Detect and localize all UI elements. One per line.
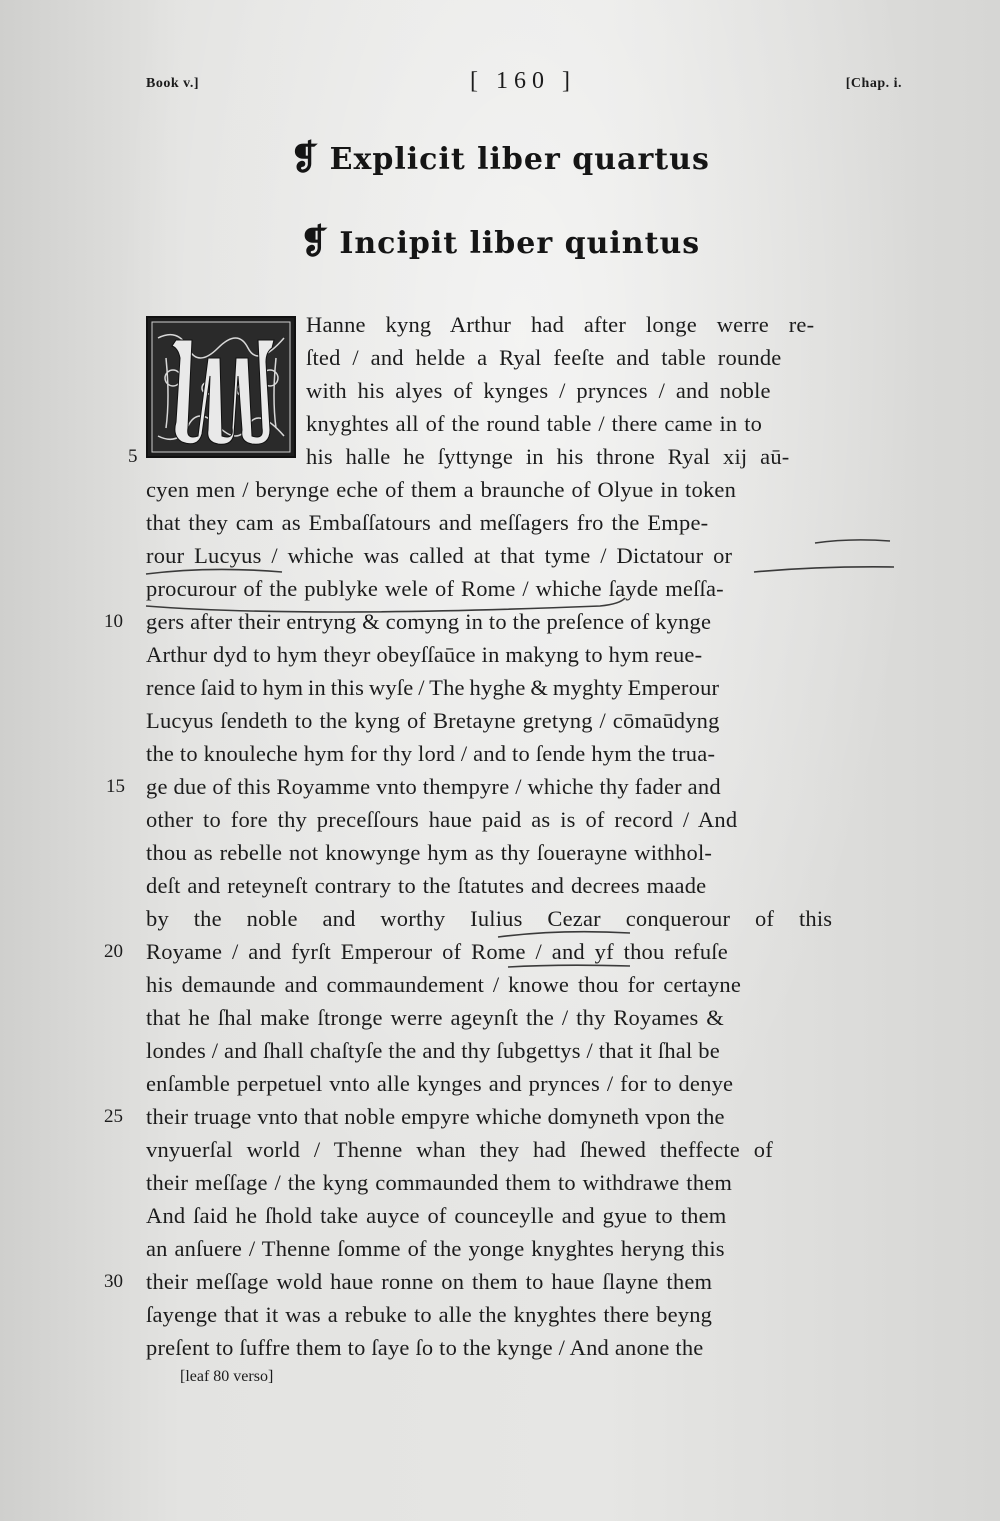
text-line: his halle he ſyttynge in his throne Ryal xij aū- <box>306 444 790 469</box>
text-line: procurour of the publyke wele of Rome / whiche ſayde meſſa- <box>146 576 724 601</box>
text-line: gers after their entryng & comyng in to the preſence of kynge <box>146 609 712 634</box>
text-line: ſted / and helde a Ryal feeſte and table rounde <box>306 345 782 370</box>
line-number: 5 <box>128 446 138 467</box>
text-line: Hanne kyng Arthur had after longe werre re- <box>306 312 815 337</box>
page-number: [ 160 ] <box>470 68 576 94</box>
line-number: 15 <box>106 776 125 797</box>
text-line: by the noble and worthy Iulius Cezar conquerour of this <box>146 906 833 931</box>
line-number: 30 <box>104 1271 123 1292</box>
running-head-chapter: [Chap. i. <box>845 76 902 91</box>
text-line: their truage vnto that noble empyre whiche domyneth vpon the <box>146 1104 725 1129</box>
decorated-initial-icon <box>148 318 294 456</box>
text-line: Royame / and fyrſt Emperour of Rome / and yf thou refuſe <box>146 939 728 964</box>
text-line: the to knouleche hym for thy lord / and to ſende hym the trua- <box>146 741 716 766</box>
text-line: rour Lucyus / whiche was called at that tyme / Dictatour or <box>146 543 733 568</box>
heading-incipit-text: Incipit liber quintus <box>339 226 701 261</box>
heading-incipit <box>0 222 1000 262</box>
running-head <box>0 68 1000 98</box>
heading-explicit-text: Explicit liber quartus <box>329 142 710 177</box>
text-line: with his alyes of kynges / prynces / and noble <box>306 378 771 403</box>
decorated-initial-w <box>146 316 296 458</box>
text-line: other to fore thy preceſſours haue paid as is of record / And <box>146 807 738 832</box>
text-line: Lucyus ſendeth to the kyng of Bretayne gretyng / cōmaūdyng <box>146 708 720 733</box>
line-number: 25 <box>104 1106 123 1127</box>
running-head-book: Book v.] <box>146 76 200 91</box>
text-line: his demaunde and commaundement / knowe thou for certayne <box>146 972 742 997</box>
text-line: rence ſaid to hym in this wyſe / The hyghe & myghty Emperour <box>146 675 720 700</box>
text-line: knyghtes all of the round table / there came in to <box>306 411 763 436</box>
text-line: Arthur dyd to hym theyr obeyſſaūce in makyng to hym reue- <box>146 642 703 667</box>
text-line: that they cam as Embaſſatours and meſſagers fro the Empe- <box>146 510 709 535</box>
heading-explicit <box>0 138 1000 178</box>
text-line: preſent to ſuffre them to ſaye ſo to the kynge / And anone the <box>146 1335 704 1360</box>
text-line: deſt and reteyneſt contrary to the ſtatutes and decrees maade <box>146 873 707 898</box>
text-line: ſayenge that it was a rebuke to alle the knyghtes there beyng <box>146 1302 713 1327</box>
text-line: And ſaid he ſhold take auyce of counceylle and gyue to them <box>146 1203 727 1228</box>
text-line: enſamble perpetuel vnto alle kynges and prynces / for to denye <box>146 1071 734 1096</box>
pilcrow-icon: ❡ <box>290 138 320 178</box>
text-line: their meſſage wold haue ronne on them to haue ſlayne them <box>146 1269 713 1294</box>
pilcrow-icon: ❡ <box>299 222 330 262</box>
text-line: cyen men / berynge eche of them a braunche of Olyue in token <box>146 477 737 502</box>
text-line: an anſuere / Thenne ſomme of the yonge knyghtes heryng this <box>146 1236 725 1261</box>
text-line: ge due of this Royamme vnto thempyre / whiche thy fader and <box>146 774 721 799</box>
line-number: 20 <box>104 941 123 962</box>
text-line: that he ſhal make ſtronge werre ageynſt the / thy Royames & <box>146 1005 725 1030</box>
footnote-leaf-reference: [leaf 80 verso] <box>180 1368 274 1385</box>
line-number: 10 <box>104 611 123 632</box>
text-line: londes / and ſhall chaſtyſe the and thy ſubgettys / that it ſhal be <box>146 1038 720 1063</box>
text-line: thou as rebelle not knowynge hym as thy ſouerayne withhol- <box>146 840 713 865</box>
text-line: their meſſage / the kyng commaunded them to withdrawe them <box>146 1170 733 1195</box>
text-line: vnyuerſal world / Thenne whan they had ſhewed theffecte of <box>146 1137 773 1162</box>
